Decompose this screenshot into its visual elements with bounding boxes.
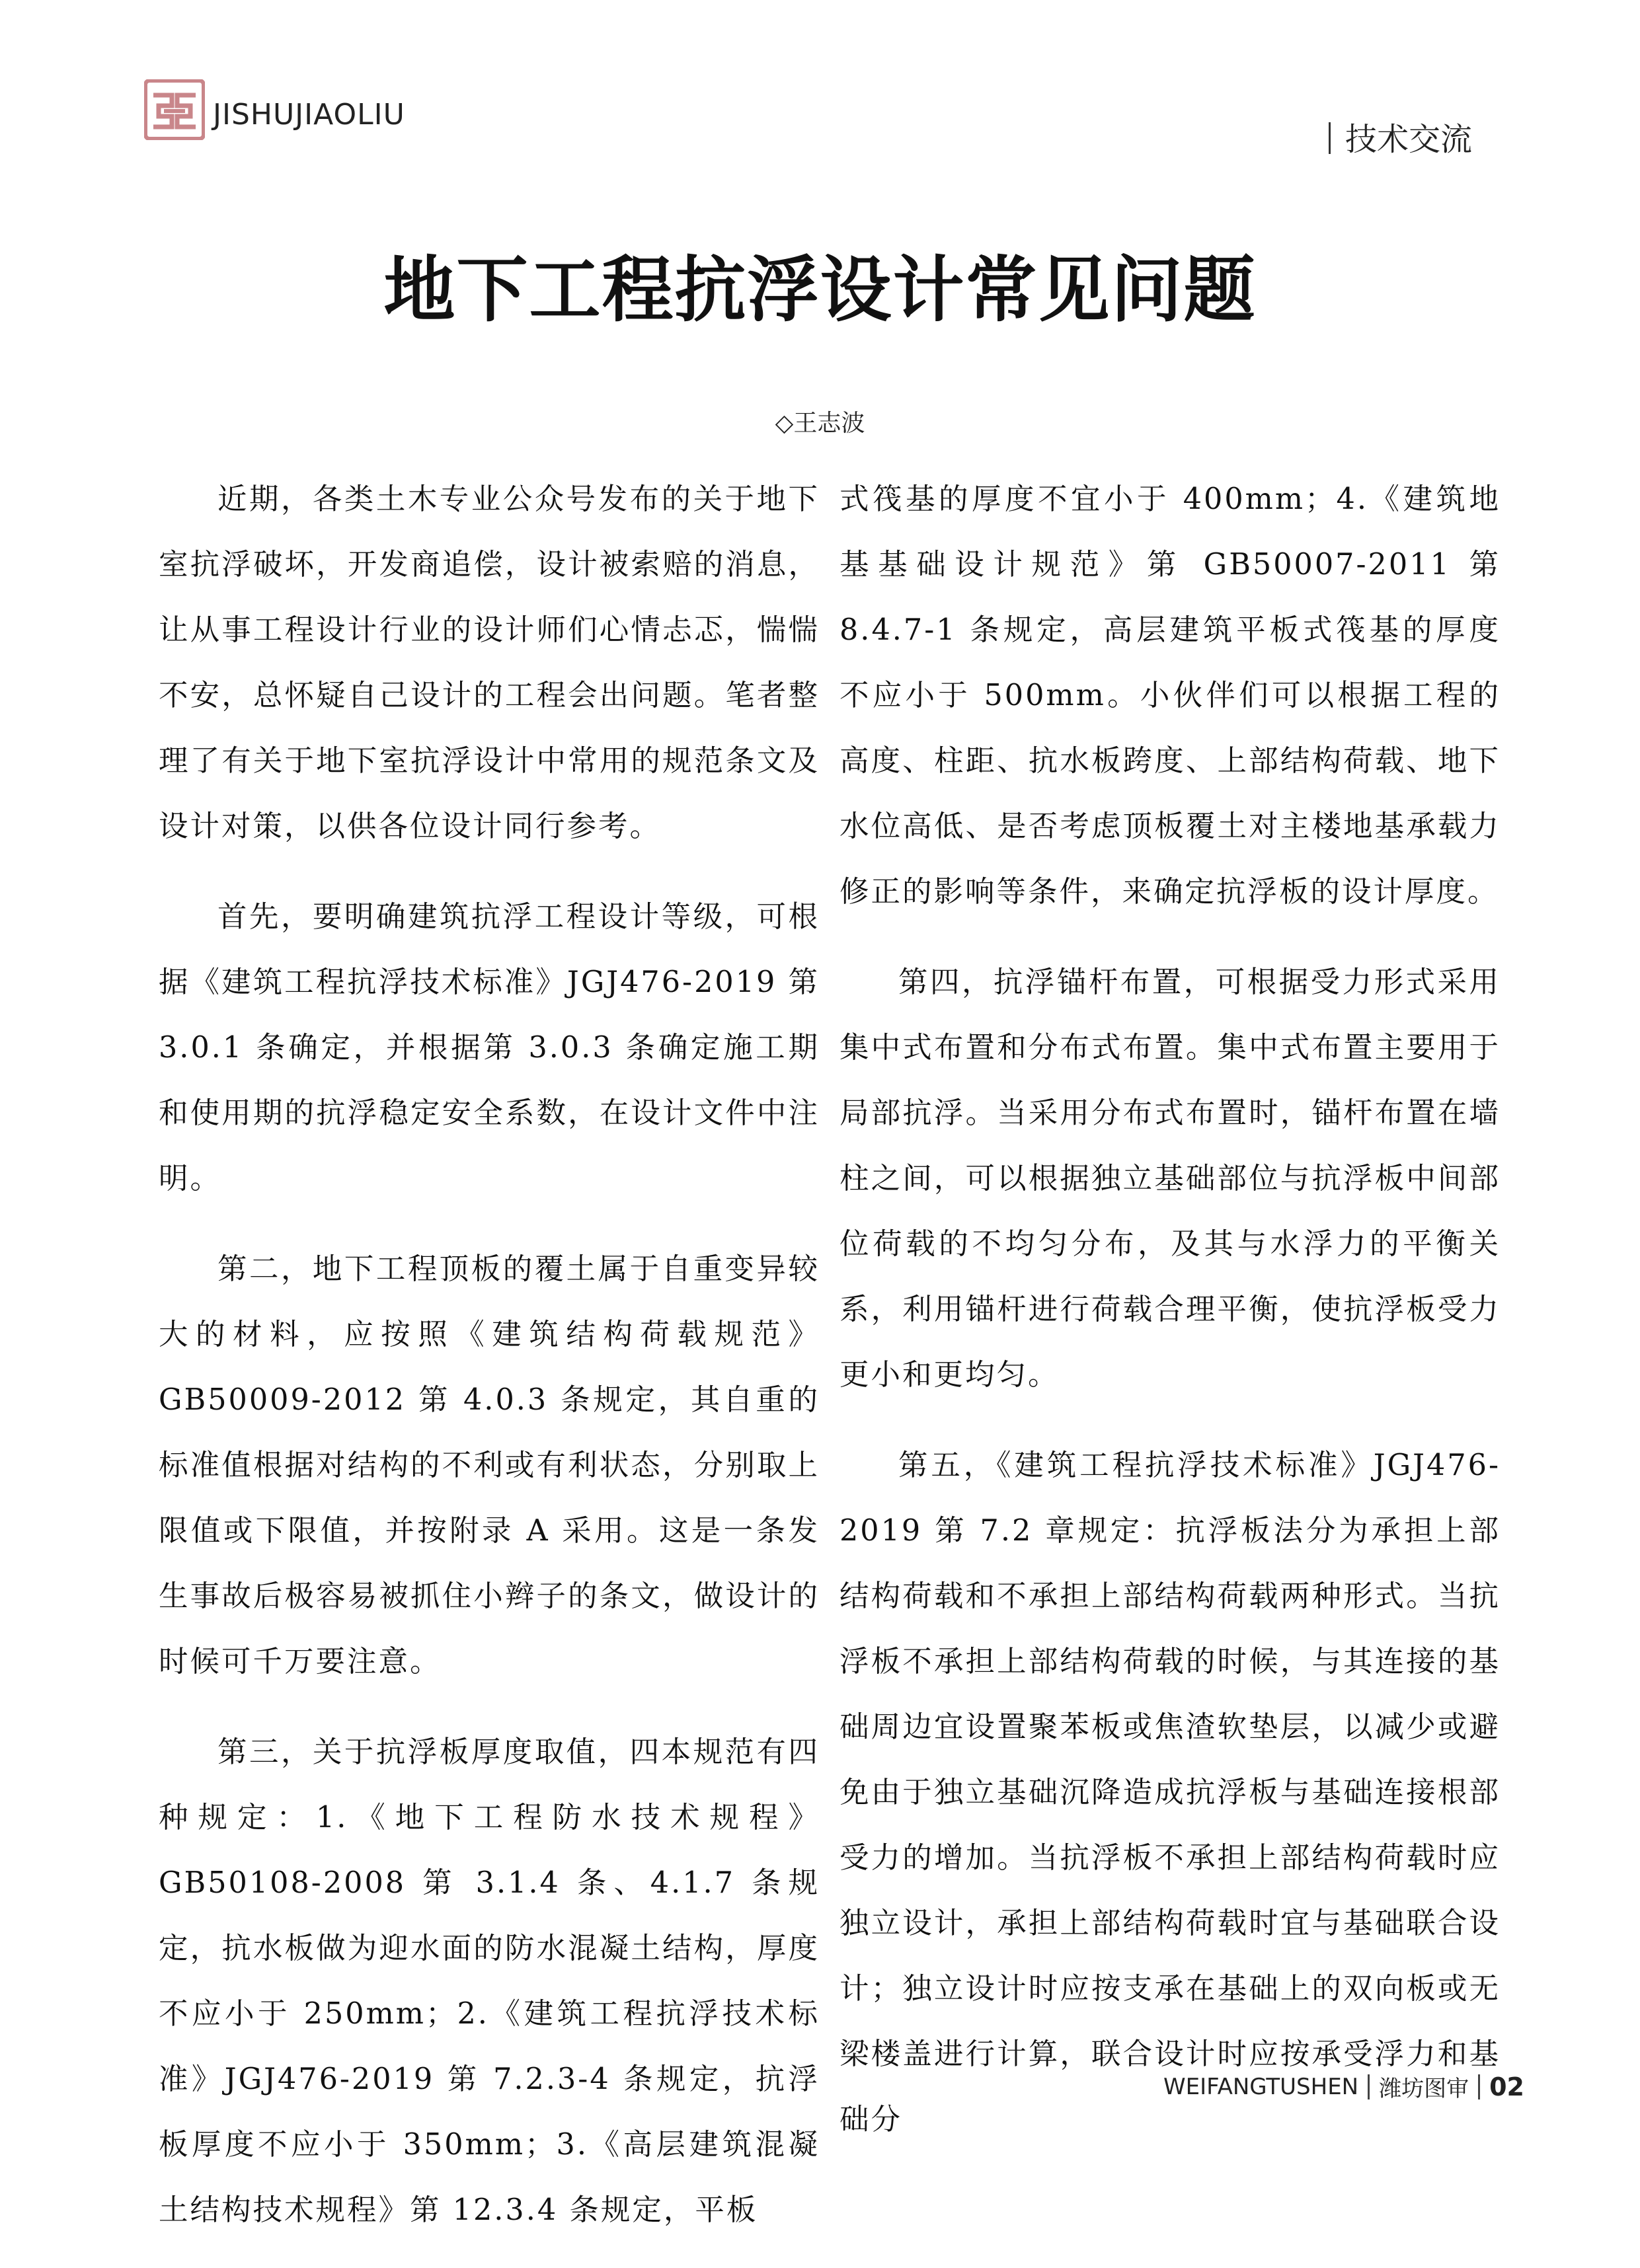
publication-name-cn: 潍坊图审 (1379, 2076, 1469, 2102)
paragraph-fourth: 第四，抗浮锚杆布置，可根据受力形式采用集中式布置和分布式布置。集中式布置主要用于局部抗浮。当采用分布式布置时，锚杆布置在墙柱之间，可以根据独立基础部位与抗浮板中间部位荷载的不均匀分布，及其与水浮力的平衡关系，利用锚杆进行荷载合理平衡，使抗浮板受力更小和更均匀。 (840, 965, 1501, 1392)
right-column (840, 467, 1501, 2177)
left-column (159, 467, 820, 2268)
page-footer (1163, 2070, 1524, 2103)
magazine-logo (144, 79, 205, 140)
section-divider (1329, 122, 1331, 154)
paragraph-third-continued: 式筏基的厚度不宜小于 400mm；4.《建筑地基基础设计规范》第 GB50007-2011 第 8.4.7-1 条规定，高层建筑平板式筏基的厚度不应小于 500mm。小伙伴们可以根据工程的高度、柱距、抗水板跨度、上部结构荷载、地下水位高低、是否考虑顶板覆土对主楼地基承载力修正的影响等条件，来确定抗浮板的设计厚度。 (840, 482, 1501, 909)
footer-divider (1368, 2074, 1370, 2099)
article-author: ◇王志波 (775, 410, 865, 437)
section-brand: JISHUJIAOLIU (213, 98, 405, 132)
paragraph-intro: 近期，各类土木专业公众号发布的关于地下室抗浮破坏，开发商追偿，设计被索赔的消息，让从事工程设计行业的设计师们心情忐忑，惴惴不安，总怀疑自己设计的工程会出问题。笔者整理了有关于地下室抗浮设计中常用的规范条文及设计对策，以供各位设计同行参考。 (159, 482, 820, 843)
footer-divider (1478, 2074, 1480, 2099)
paragraph-first: 首先，要明确建筑抗浮工程设计等级，可根据《建筑工程抗浮技术标准》JGJ476-2019 第 3.0.1 条确定，并根据第 3.0.3 条确定施工期和使用期的抗浮稳定安全系数，在设计文件中注明。 (159, 900, 820, 1195)
article-title: 地下工程抗浮设计常见问题 (383, 248, 1257, 332)
section-label-text: 技术交流 (1345, 121, 1472, 158)
paragraph-third: 第三，关于抗浮板厚度取值，四本规范有四种规定：1.《地下工程防水技术规程》GB50108-2008 第 3.1.4 条、4.1.7 条规定，抗水板做为迎水面的防水混凝土结构，厚度不应小于 250mm；2.《建筑工程抗浮技术标准》JGJ476-2019 第 7.2.3-4 条规定，抗浮板厚度不应小于 350mm；3.《高层建筑混凝土结构技术规程》第 12.3.4 条规定，平板 (159, 1735, 820, 2227)
paragraph-second: 第二，地下工程顶板的覆土属于自重变异较大的材料，应按照《建筑结构荷载规范》GB50009-2012 第 4.0.3 条规定，其自重的标准值根据对结构的不利或有利状态，分别取上限值或下限值，并按附录 A 采用。这是一条发生事故后极容易被抓住小辫子的条文，做设计的时候可千万要注意。 (159, 1252, 820, 1679)
paragraph-fifth: 第五，《建筑工程抗浮技术标准》JGJ476-2019 第 7.2 章规定：抗浮板法分为承担上部结构荷载和不承担上部结构荷载两种形式。当抗浮板不承担上部结构荷载的时候，与其连接的基础周边宜设置聚苯板或焦渣软垫层，以减少或避免由于独立基础沉降造成抗浮板与基础连接根部受力的增加。当抗浮板不承担上部结构荷载时应独立设计，承担上部结构荷载时宜与基础联合设计；独立设计时应按支承在基础上的双向板或无梁楼盖进行计算，联合设计时应按承受浮力和基础分 (840, 1449, 1501, 2136)
publication-name-en: WEIFANGTUSHEN (1163, 2073, 1359, 2100)
section-label (1329, 114, 1472, 159)
page-number: 02 (1489, 2072, 1524, 2101)
